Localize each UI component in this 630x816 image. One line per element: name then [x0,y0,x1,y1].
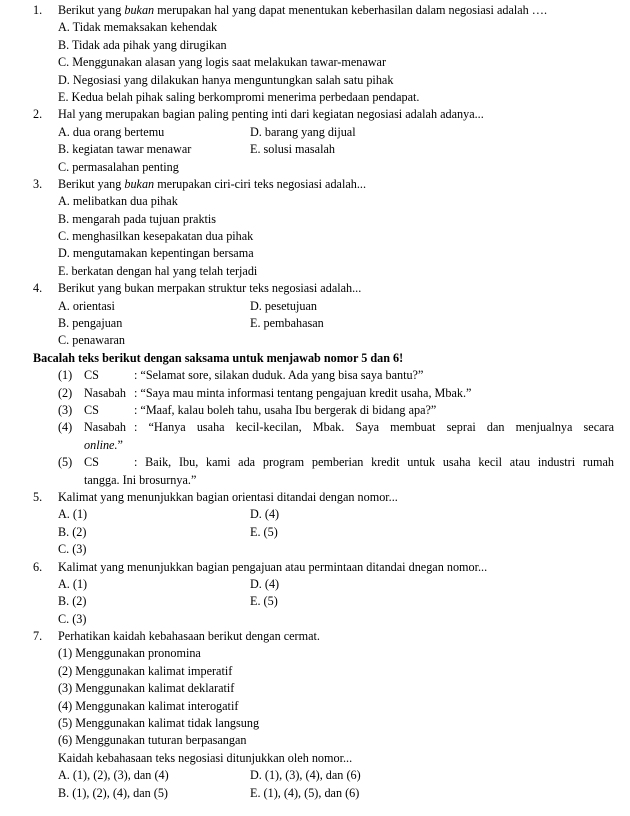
option-b: B. pengajuan [58,316,123,331]
option-e: E. (5) [250,524,278,539]
option-e: E. berkatan dengan hal yang telah terjadi [58,263,258,278]
option-d: D. mengutamakan kepentingan bersama [58,246,254,261]
option-c: C. (3) [58,611,87,626]
option-b: B. (2) [58,594,87,609]
option-c: C. menghasilkan kesepakatan dua pihak [58,229,254,244]
dialog-text: : “Saya mau minta informasi tentang pengajuan kredit usaha, Mbak.” [134,385,472,400]
option-d: D. (4) [250,576,280,591]
question-stem: Kalimat yang menunjukkan bagian orientasi ditandai dengan nomor... [58,489,398,504]
dialog-speaker: CS [84,402,99,417]
list-item: (3) Menggunakan kalimat deklaratif [58,681,235,696]
option-b: B. kegiatan tawar menawar [58,142,192,157]
option-a: A. (1), (2), (3), dan (4) [58,768,169,783]
question-3 [0,176,630,193]
option-d: D. Negosiasi yang dilakukan hanya menguntungkan salah satu pihak [58,72,394,87]
option-e: E. pembahasan [250,316,324,331]
option-e: E. (1), (4), (5), dan (6) [250,785,360,800]
question-5 [0,489,630,506]
dialog-speaker: CS [84,455,99,470]
list-item: (2) Menggunakan kalimat imperatif [58,663,233,678]
question-stem: Perhatikan kaidah kebahasaan berikut dengan cermat. [58,629,320,644]
dialog-line: (5) CS : Baik, Ibu, kami ada program pemberian kredit untuk usaha kecil atau industri rumah tangga. Ini brosurnya.” [0,454,630,489]
question-stem: Berikut yang bukan merupakan hal yang dapat menentukan keberhasilan dalam negosiasi adalah …. [58,3,548,17]
option-a: A. Tidak memaksakan kehendak [58,20,218,35]
list-item: (4) Menggunakan kalimat interogatif [58,698,239,713]
question-number: 2. [33,107,43,122]
dialog-line: (4) Nasabah : “Hanya usaha kecil-kecilan, Mbak. Saya membuat seprai dan menjualnya secara online.” [0,419,630,454]
question-number: 6. [33,559,43,574]
dialog-line: (1) CS : “Selamat sore, silakan duduk. Ada yang bisa saya bantu?” [0,367,630,384]
question-number: 1. [33,3,43,17]
option-c: C. penawaran [58,333,126,348]
list-item: (6) Menggunakan tuturan berpasangan [58,733,247,748]
option-e: E. solusi masalah [250,142,335,157]
option-a: A. (1) [58,576,88,591]
question-stem: Kalimat yang menunjukkan bagian pengajuan atau permintaan ditandai dnegan nomor... [58,559,488,574]
dialog-text: : Baik, Ibu, kami ada program pemberian kredit untuk usaha kecil atau industri rumah [134,455,614,470]
option-d: D. (1), (3), (4), dan (6) [250,768,361,783]
question-7 [0,628,630,645]
option-b: B. (1), (2), (4), dan (5) [58,785,168,800]
dialog-line: (2) Nasabah : “Saya mau minta informasi tentang pengajuan kredit usaha, Mbak.” [0,385,630,402]
exam-page [0,2,630,802]
question-number: 4. [33,281,43,296]
option-a: A. orientasi [58,298,115,313]
option-c: C. Menggunakan alasan yang logis saat melakukan tawar-menawar [58,55,387,70]
list-item: (1) Menggunakan pronomina [58,646,201,661]
option-e: E. (5) [250,594,278,609]
question-6 [0,559,630,576]
option-b: B. mengarah pada tujuan praktis [58,211,217,226]
question-2 [0,106,630,123]
question-stem: Hal yang merupakan bagian paling penting inti dari kegiatan negosiasi adalah adanya... [58,107,484,122]
reading-heading: Bacalah teks berikut dengan saksama untuk menjawab nomor 5 dan 6! [33,350,404,365]
dialog-speaker: Nasabah [84,385,126,400]
question-prompt: Kaidah kebahasaan teks negosiasi ditunjukkan oleh nomor... [58,750,353,765]
dialog-text: : “Selamat sore, silakan duduk. Ada yang bisa saya bantu?” [134,368,424,383]
dialog-text-continued: online.” [84,437,123,452]
question-stem: Berikut yang bukan merupakan ciri-ciri teks negosiasi adalah... [58,176,366,191]
question-number: 5. [33,489,43,504]
dialog-speaker: Nasabah [84,420,126,435]
question-1 [0,2,630,19]
option-e: E. Kedua belah pihak saling berkompromi menerima perbedaan pendapat. [58,89,420,104]
option-c: C. permasalahan penting [58,159,179,174]
option-d: D. barang yang dijual [250,124,356,139]
option-b: B. (2) [58,524,87,539]
option-d: D. pesetujuan [250,298,318,313]
question-stem: Berikut yang bukan merpakan struktur teks negosiasi adalah... [58,281,362,296]
option-d: D. (4) [250,507,280,522]
option-a: A. (1) [58,507,88,522]
option-c: C. (3) [58,542,87,557]
question-4 [0,280,630,297]
dialog-text: : “Hanya usaha kecil-kecilan, Mbak. Saya membuat seprai dan menjualnya secara [134,420,614,435]
option-b: B. Tidak ada pihak yang dirugikan [58,37,227,52]
dialog-text: : “Maaf, kalau boleh tahu, usaha Ibu bergerak di bidang apa?” [134,402,437,417]
dialog-line: (3) CS : “Maaf, kalau boleh tahu, usaha Ibu bergerak di bidang apa?” [0,402,630,419]
dialog-text-continued: tangga. Ini brosurnya.” [84,472,197,487]
question-number: 3. [33,176,43,191]
reading-section [0,350,630,367]
question-number: 7. [33,629,43,644]
option-a: A. dua orang bertemu [58,124,165,139]
option-a: A. melibatkan dua pihak [58,194,178,209]
dialog-speaker: CS [84,368,99,383]
list-item: (5) Menggunakan kalimat tidak langsung [58,716,260,731]
